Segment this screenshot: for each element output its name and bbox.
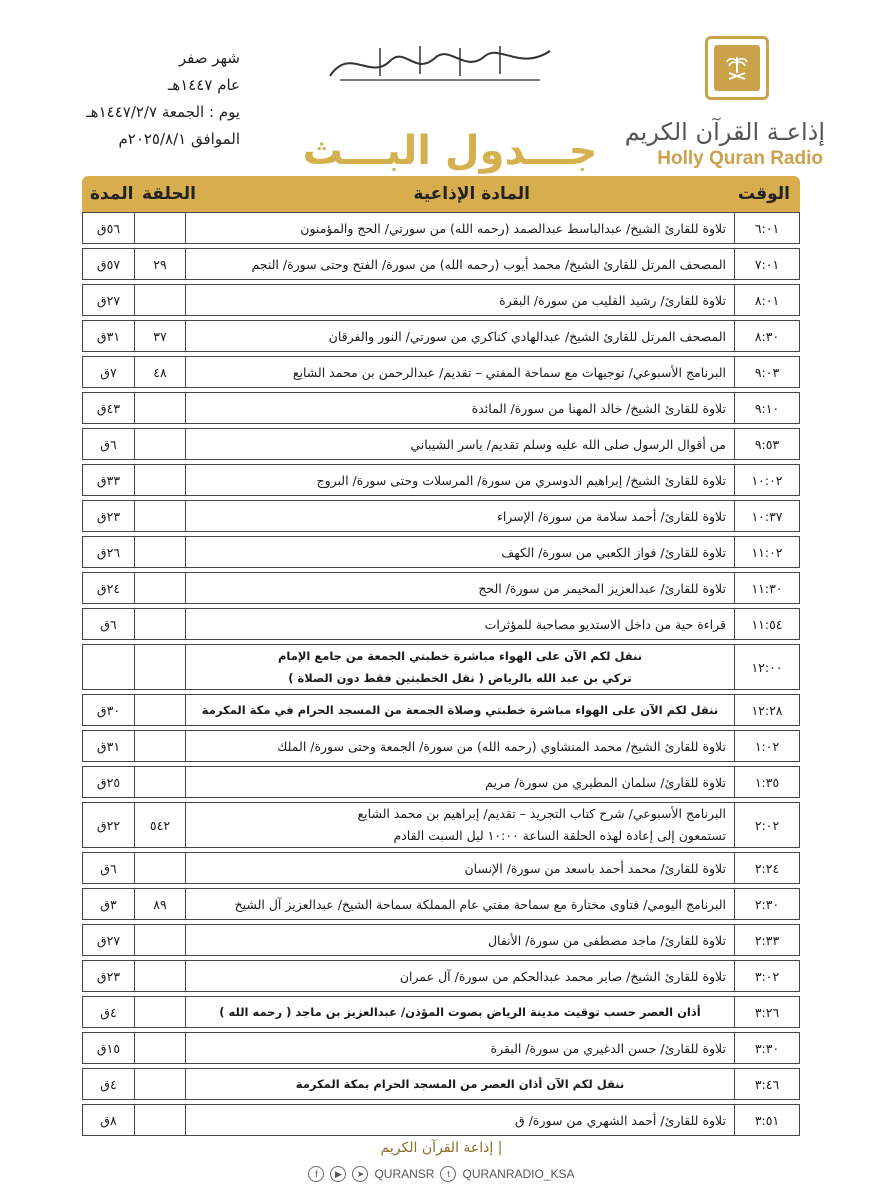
time-cell: ١٠:٣٧ [735, 501, 800, 532]
time-cell: ١١:٠٢ [735, 537, 800, 568]
time-cell: ١٠:٠٢ [735, 465, 800, 496]
episode-cell [135, 213, 186, 244]
episode-cell [135, 961, 186, 992]
episode-cell: ٥٤٢ [135, 803, 186, 848]
time-cell: ٢:٣٠ [735, 889, 800, 920]
program-cell: تلاوة للقارئ/ أحمد سلامة من سورة/ الإسراء [186, 501, 735, 532]
duration-cell: ٥٦ق [83, 213, 135, 244]
hijri-year: عام ١٤٤٧هـ [167, 76, 240, 94]
program-cell: ننقل لكم الآن على الهواء مباشرة خطبتي وصلاة الجمعة من المسجد الحرام في مكة المكرمة [186, 695, 735, 726]
program-line-2: تستمعون إلى إعادة لهذه الحلقة الساعة ١٠:٠٠ ليل السبت القادم [393, 828, 726, 843]
episode-cell [135, 1069, 186, 1100]
program-cell: تلاوة للقارئ/ محمد أحمد باسعد من سورة/ الإنسان [186, 853, 735, 884]
schedule-row [83, 803, 800, 848]
episode-cell [135, 731, 186, 762]
duration-cell: ٦ق [83, 609, 135, 640]
program-cell [186, 645, 735, 690]
episode-cell [135, 1105, 186, 1136]
program-cell: ننقل لكم الآن أذان العصر من المسجد الحرام بمكة المكرمة [186, 1069, 735, 1100]
episode-cell [135, 925, 186, 956]
duration-cell: ٣٠ق [83, 695, 135, 726]
duration-cell: ٢٧ق [83, 285, 135, 316]
duration-cell: ٢٧ق [83, 925, 135, 956]
facebook-icon[interactable]: f [308, 1166, 324, 1182]
schedule-title: جـــدول البـــث [302, 128, 598, 174]
schedule-header-row [82, 176, 800, 212]
handle-quransr[interactable]: QURANSR [374, 1167, 435, 1181]
col-time: الوقت [738, 184, 790, 204]
schedule-row [83, 321, 800, 352]
schedule-row [83, 997, 800, 1028]
duration-cell [83, 645, 135, 690]
episode-cell [135, 853, 186, 884]
duration-cell: ٢٤ق [83, 573, 135, 604]
episode-cell [135, 393, 186, 424]
episode-cell: ٣٧ [135, 321, 186, 352]
duration-cell: ٢٦ق [83, 537, 135, 568]
episode-cell [135, 609, 186, 640]
duration-cell: ٤٣ق [83, 393, 135, 424]
time-cell: ١:٠٢ [735, 731, 800, 762]
program-cell [186, 803, 735, 848]
duration-cell: ٢٢ق [83, 803, 135, 848]
program-cell: تلاوة للقارئ/ فواز الكعبي من سورة/ الكهف [186, 537, 735, 568]
episode-cell: ٨٩ [135, 889, 186, 920]
episode-cell: ٤٨ [135, 357, 186, 388]
duration-cell: ٤ق [83, 1069, 135, 1100]
schedule-row [83, 767, 800, 798]
schedule-table [82, 212, 800, 1136]
col-episode: الحلقة [142, 184, 196, 204]
episode-cell [135, 285, 186, 316]
col-program: المادة الإذاعية [413, 184, 530, 204]
handle-quranradio[interactable]: QURANRADIO_KSA [462, 1167, 575, 1181]
time-cell: ٣:٢٦ [735, 997, 800, 1028]
program-line-1: البرنامج الأسبوعي/ شرح كتاب التجريد – تقديم/ إبراهيم بن محمد الشايع [357, 806, 726, 821]
episode-cell [135, 573, 186, 604]
schedule-row [83, 1033, 800, 1064]
schedule-row [83, 285, 800, 316]
time-cell: ٢:٣٣ [735, 925, 800, 956]
episode-cell [135, 645, 186, 690]
page-header [0, 0, 883, 175]
schedule-row [83, 853, 800, 884]
schedule-row [83, 1105, 800, 1136]
program-cell: تلاوة للقارئ/ ماجد مصطفى من سورة/ الأنفال [186, 925, 735, 956]
col-duration: المدة [90, 184, 134, 204]
schedule-row [83, 609, 800, 640]
time-cell: ٦:٠١ [735, 213, 800, 244]
duration-cell: ٦ق [83, 429, 135, 460]
schedule-row [83, 429, 800, 460]
program-cell: تلاوة للقارئ الشيخ/ عبدالباسط عبدالصمد (رحمه الله) من سورتي/ الحج والمؤمنون [186, 213, 735, 244]
time-cell: ٩:٠٣ [735, 357, 800, 388]
program-cell: المصحف المرتل للقارئ الشيخ/ محمد أيوب (رحمه الله) من سورة/ الفتح وحتى سورة/ النجم [186, 249, 735, 280]
episode-cell [135, 429, 186, 460]
schedule-row [83, 731, 800, 762]
episode-cell [135, 997, 186, 1028]
time-cell: ١١:٥٤ [735, 609, 800, 640]
program-cell: المصحف المرتل للقارئ الشيخ/ عبدالهادي كناكري من سورتي/ النور والفرقان [186, 321, 735, 352]
social-links [0, 1166, 883, 1182]
schedule-row [83, 1069, 800, 1100]
schedule-row [83, 695, 800, 726]
page-footer [0, 1140, 883, 1182]
duration-cell: ٥٧ق [83, 249, 135, 280]
time-cell: ٣:٣٠ [735, 1033, 800, 1064]
hijri-day-date: يوم : الجمعة ١٤٤٧/٢/٧هـ [86, 103, 240, 121]
duration-cell: ٨ق [83, 1105, 135, 1136]
duration-cell: ٢٣ق [83, 961, 135, 992]
logo-english-name: Holly Quran Radio [657, 148, 823, 169]
time-cell: ٧:٠١ [735, 249, 800, 280]
time-cell: ٢:٢٤ [735, 853, 800, 884]
schedule-row [83, 393, 800, 424]
duration-cell: ٣٣ق [83, 465, 135, 496]
palm-swords-icon [714, 45, 760, 91]
episode-cell [135, 537, 186, 568]
episode-cell [135, 767, 186, 798]
program-cell: قراءة حية من داخل الاستديو مصاحبة للمؤثرات [186, 609, 735, 640]
time-cell: ٩:١٠ [735, 393, 800, 424]
program-cell: تلاوة للقارئ/ حسن الدغيري من سورة/ البقرة [186, 1033, 735, 1064]
schedule-row [83, 645, 800, 690]
program-cell: تلاوة للقارئ الشيخ/ محمد المنشاوي (رحمه الله) من سورة/ الجمعة وحتى سورة/ الملك [186, 731, 735, 762]
episode-cell: ٢٩ [135, 249, 186, 280]
duration-cell: ٦ق [83, 853, 135, 884]
program-cell: تلاوة للقارئ الشيخ/ خالد المهنا من سورة/ المائدة [186, 393, 735, 424]
duration-cell: ٢٥ق [83, 767, 135, 798]
episode-cell [135, 695, 186, 726]
schedule-row [83, 357, 800, 388]
duration-cell: ٤ق [83, 997, 135, 1028]
logo-arabic-name: إذاعـة القرآن الكريم [624, 118, 825, 146]
duration-cell: ٣ق [83, 889, 135, 920]
telegram-icon[interactable]: ➤ [352, 1166, 368, 1182]
time-cell: ١:٣٥ [735, 767, 800, 798]
duration-cell: ٣١ق [83, 731, 135, 762]
time-cell: ١١:٣٠ [735, 573, 800, 604]
schedule-row [83, 537, 800, 568]
time-cell: ٨:٣٠ [735, 321, 800, 352]
program-line-1: ننقل لكم الآن على الهواء مباشرة خطبتي الجمعة من جامع الإمام [277, 649, 643, 663]
twitter-icon[interactable]: t [440, 1166, 456, 1182]
duration-cell: ٣١ق [83, 321, 135, 352]
schedule-row [83, 249, 800, 280]
schedule-row [83, 213, 800, 244]
duration-cell: ٧ق [83, 357, 135, 388]
program-cell: تلاوة للقارئ/ عبدالعزيز المخيمر من سورة/ الحج [186, 573, 735, 604]
youtube-icon[interactable]: ▶ [330, 1166, 346, 1182]
duration-cell: ٢٣ق [83, 501, 135, 532]
episode-cell [135, 1033, 186, 1064]
program-line-2: تركي بن عبد الله بالرياض ( نقل الخطبتين فقط دون الصلاة ) [288, 671, 632, 685]
program-cell: تلاوة للقارئ الشيخ/ صابر محمد عبدالحكم من سورة/ آل عمران [186, 961, 735, 992]
program-cell: البرنامج الأسبوعي/ توجيهات مع سماحة المفتي – تقديم/ عبدالرحمن بن محمد الشايع [186, 357, 735, 388]
schedule-row [83, 961, 800, 992]
time-cell: ١٢:٢٨ [735, 695, 800, 726]
schedule-row [83, 889, 800, 920]
hijri-month: شهر صفر [178, 49, 240, 67]
program-cell: من أقوال الرسول صلى الله عليه وسلم تقديم/ ياسر الشيباني [186, 429, 735, 460]
program-cell: أذان العصر حسب توقيت مدينة الرياض بصوت المؤذن/ عبدالعزيز بن ماجد ( رحمه الله ) [186, 997, 735, 1028]
duration-cell: ١٥ق [83, 1033, 135, 1064]
episode-cell [135, 501, 186, 532]
gregorian-date: الموافق ٢٠٢٥/٨/١م [118, 130, 240, 148]
basmala-calligraphy [320, 36, 560, 90]
schedule-row [83, 465, 800, 496]
program-cell: تلاوة للقارئ/ أحمد الشهري من سورة/ ق [186, 1105, 735, 1136]
program-cell: تلاوة للقارئ الشيخ/ إبراهيم الدوسري من سورة/ المرسلات وحتى سورة/ البروج [186, 465, 735, 496]
schedule-row [83, 501, 800, 532]
time-cell: ٨:٠١ [735, 285, 800, 316]
program-cell: تلاوة للقارئ/ رشيد القليب من سورة/ البقرة [186, 285, 735, 316]
program-cell: تلاوة للقارئ/ سلمان المطيري من سورة/ مريم [186, 767, 735, 798]
time-cell: ٢:٠٢ [735, 803, 800, 848]
time-cell: ٣:٠٢ [735, 961, 800, 992]
episode-cell [135, 465, 186, 496]
date-info [40, 45, 240, 153]
broadcast-schedule [82, 176, 800, 1136]
footer-brand: إذاعة القرآن الكريم | [380, 1140, 503, 1156]
time-cell: ١٢:٠٠ [735, 645, 800, 690]
time-cell: ٣:٥١ [735, 1105, 800, 1136]
radio-logo [705, 36, 769, 100]
program-cell: البرنامج اليومي/ فتاوى مختارة مع سماحة مفتي عام المملكة سماحة الشيخ/ عبدالعزيز آل الشيخ [186, 889, 735, 920]
schedule-row [83, 573, 800, 604]
time-cell: ٩:٥٣ [735, 429, 800, 460]
time-cell: ٣:٤٦ [735, 1069, 800, 1100]
schedule-row [83, 925, 800, 956]
